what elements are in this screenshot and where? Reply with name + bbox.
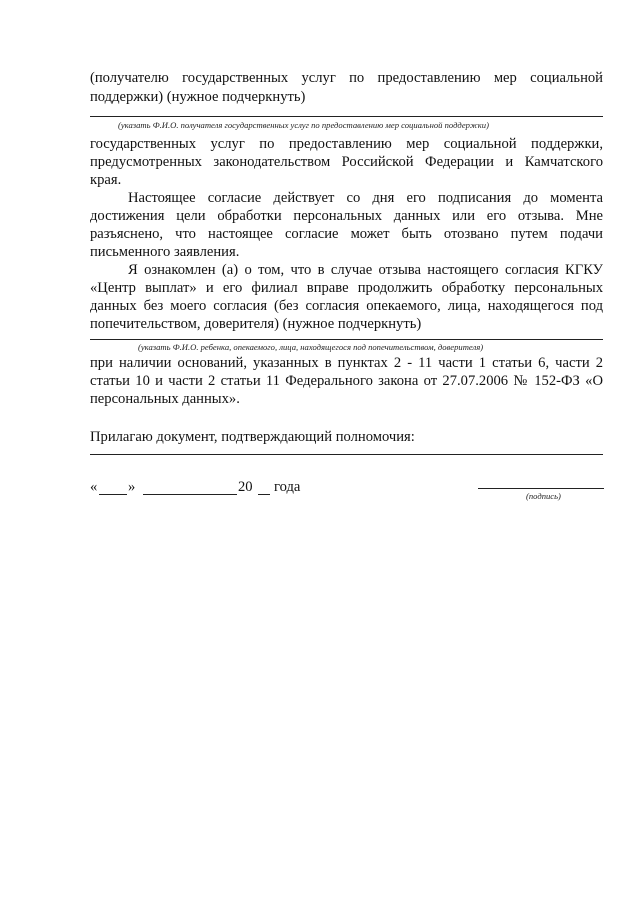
acknowledge-line-3: данных без моего согласия (без согласия опекаемого, лица, находящегося под: [90, 298, 603, 314]
grounds-line-2: статьи 10 и части 2 статьи 11 Федерального закона от 27.07.2006 № 152-ФЗ «О: [90, 373, 603, 389]
validity-line-4: письменного заявления.: [90, 244, 240, 260]
date-century: 20: [238, 479, 253, 495]
attach-rule: [90, 454, 603, 455]
date-close-quote: »: [128, 479, 136, 495]
acknowledge-line-1: Я ознакомлен (а) о том, что в случае отзыва настоящего согласия КГКУ: [128, 262, 603, 278]
signature-blank: [478, 488, 604, 489]
recipient-name-caption: (указать Ф.И.О. получателя государственных услуг по предоставлению мер социальной поддержки): [118, 120, 489, 130]
validity-line-1: Настоящее согласие действует со дня его подписания до момента: [128, 190, 603, 206]
grounds-line-1: при наличии оснований, указанных в пунктах 2 - 11 части 1 статьи 6, части 2: [90, 355, 603, 371]
child-name-rule: [90, 339, 603, 340]
date-month-blank: [143, 494, 237, 495]
date-open-quote: «: [90, 479, 98, 495]
recipient-line-2: поддержки) (нужное подчеркнуть): [90, 89, 306, 105]
acknowledge-line-4: попечительством, доверителя) (нужное подчеркнуть): [90, 316, 422, 332]
services-line-1: государственных услуг по предоставлению мер социальной поддержки,: [90, 136, 603, 152]
date-year-blank: [258, 494, 270, 495]
signature-caption: (подпись): [526, 491, 561, 501]
services-line-2: предусмотренных законодательством Российской Федерации и Камчатского: [90, 154, 603, 170]
acknowledge-line-2: «Центр выплат» и его филиал вправе продолжить обработку персональных: [90, 280, 603, 296]
services-line-3: края.: [90, 172, 122, 188]
validity-line-3: разъяснено, что настоящее согласие может быть отозвано путем подачи: [90, 226, 603, 242]
recipient-line-1: (получателю государственных услуг по предоставлению мер социальной: [90, 70, 603, 86]
recipient-name-rule: [90, 116, 603, 117]
child-name-caption: (указать Ф.И.О. ребенка, опекаемого, лица, находящегося под попечительством, доверителя): [138, 342, 484, 352]
attach-label: Прилагаю документ, подтверждающий полномочия:: [90, 429, 415, 445]
date-year-suffix: года: [274, 479, 301, 495]
validity-line-2: достижения цели обработки персональных данных или его отзыва. Мне: [90, 208, 603, 224]
date-day-blank: [99, 494, 127, 495]
grounds-line-3: персональных данных».: [90, 391, 240, 407]
